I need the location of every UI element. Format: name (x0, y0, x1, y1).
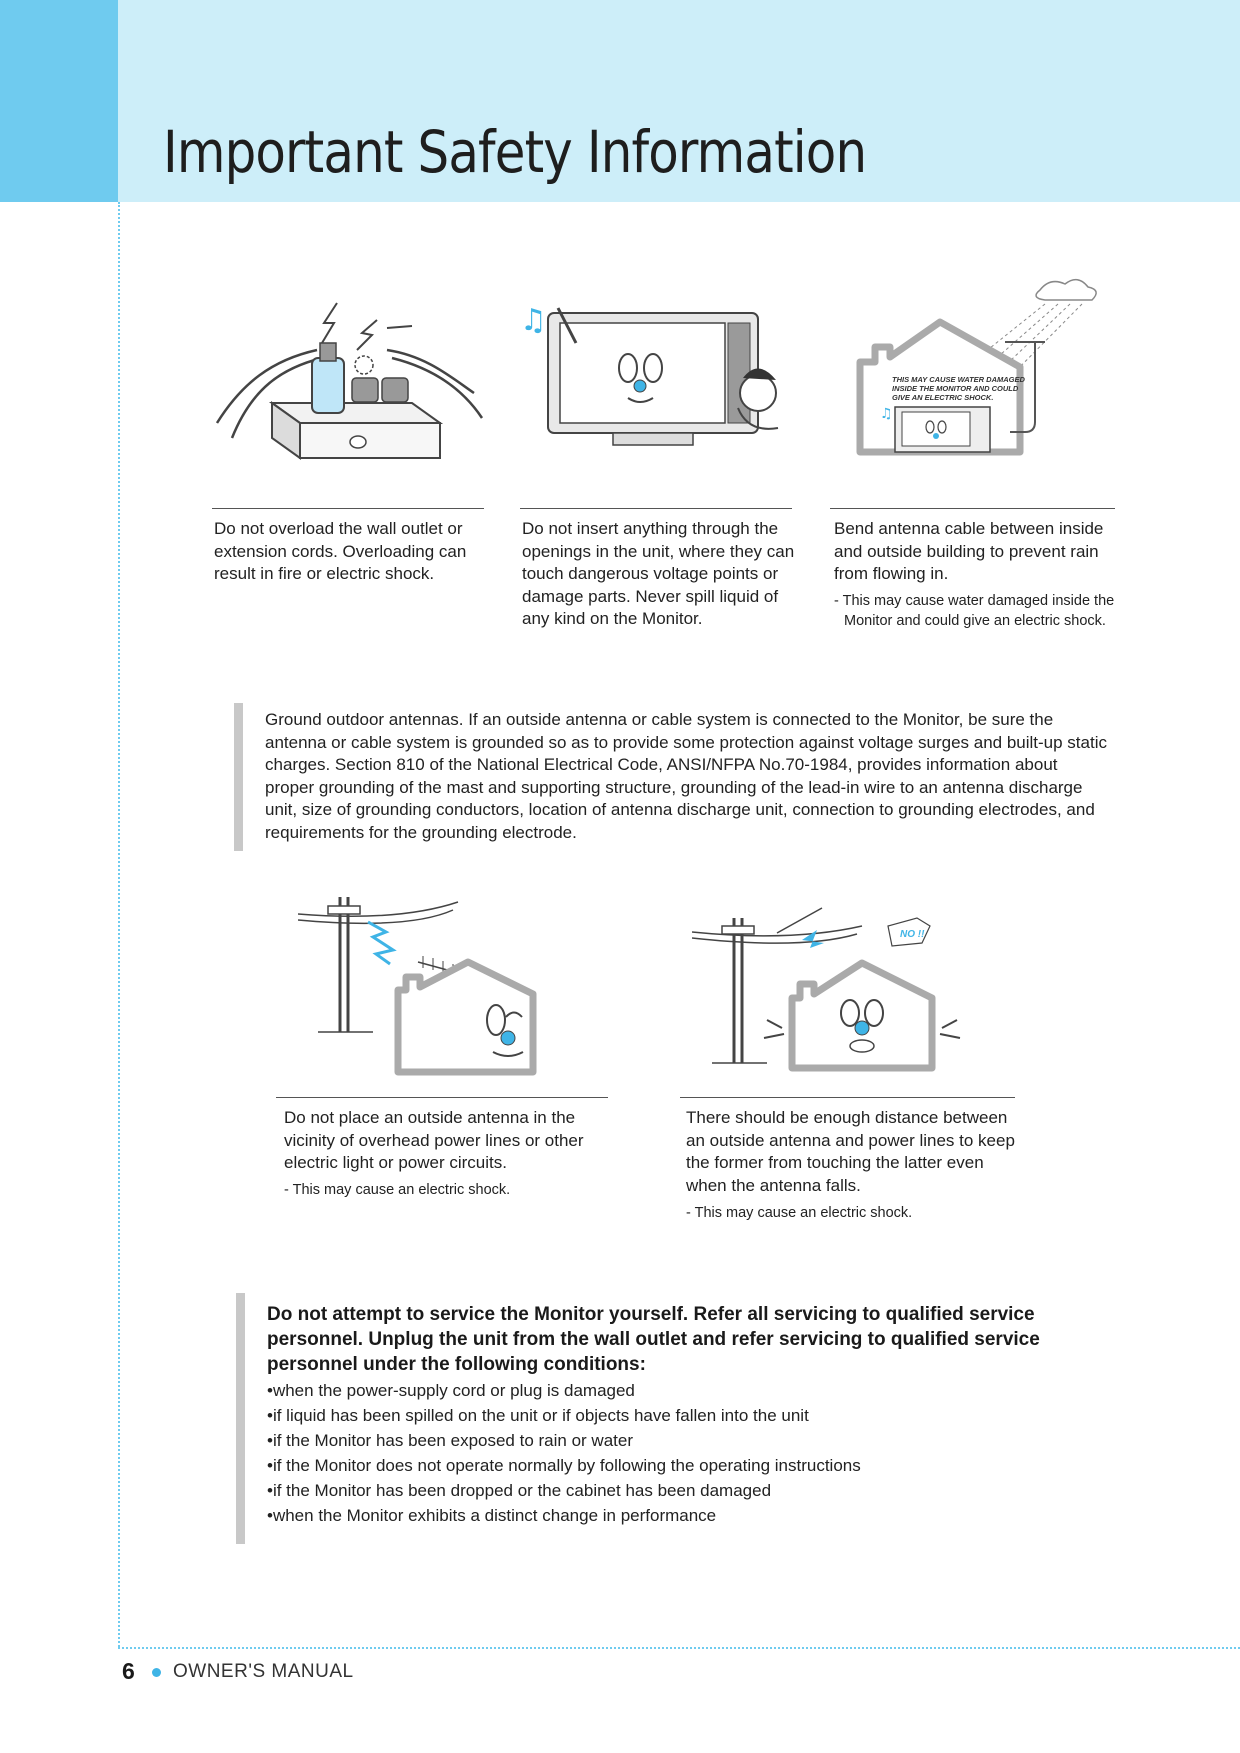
grounding-paragraph: Ground outdoor antennas. If an outside antenna or cable system is connected to the Monitor, be sure the antenna or cable system is grounded so as to provide some protection against voltage surges and built-up static charges. Section 810 of the National Electrical Code, ANSI/NFPA No.70-1984, provides information about proper grounding of the mast and supporting structure, grounding of the lead-in wire to an antenna discharge unit, size of grounding conductors, location of antenna discharge unit, connection to grounding electrodes, and requirements for the grounding electrode. (265, 710, 1107, 842)
list-item: • when the Monitor exhibits a distinct change in performance (267, 1503, 1087, 1528)
page-number: 6 (122, 1658, 135, 1684)
caption-rule (680, 1097, 1015, 1098)
caption-rule (830, 508, 1115, 509)
no-exclaim-label: NO !! (900, 929, 925, 940)
svg-text:INSIDE THE MONITOR AND COULD: INSIDE THE MONITOR AND COULD (892, 384, 1019, 393)
service-heading: Do not attempt to service the Monitor yourself. Refer all servicing to qualified service personnel. Unplug the unit from the wall outlet and refer servicing to qualified service personnel under the following conditions: (267, 1304, 1040, 1375)
svg-text:♫: ♫ (520, 303, 547, 338)
power-line-antenna-caption: Do not place an outside antenna in the vicinity of overhead power lines or other electric light or power circuits. (284, 1108, 584, 1172)
footer-label: OWNER'S MANUAL (173, 1661, 354, 1682)
power-line-antenna-illustration (298, 892, 608, 1077)
power-line-antenna-note: - This may cause an electric shock. (284, 1182, 511, 1198)
svg-text:GIVE AN ELECTRIC SHOCK.: GIVE AN ELECTRIC SHOCK. (892, 393, 994, 402)
antenna-distance-illustration (692, 888, 992, 1078)
service-conditions-list (267, 1378, 1087, 1528)
list-item: • if the Monitor has been exposed to rain or water (267, 1428, 1087, 1453)
overloaded-outlet-illustration (212, 298, 492, 463)
antenna-cable-note: - This may cause water damaged inside the Monitor and could give an electric shock. (834, 593, 1115, 629)
callout-bar (236, 1293, 245, 1544)
caption-rule (212, 508, 484, 509)
left-dotted-rule (118, 202, 120, 1647)
insert-object-caption: Do not insert anything through the openings in the unit, where they can touch dangerous voltage points or damage parts. Never spill liquid of any kind on the Monitor. (522, 519, 795, 628)
page-title: Important Safety Information (163, 118, 867, 186)
svg-text:THIS MAY CAUSE WATER DAMAGED: THIS MAY CAUSE WATER DAMAGED (892, 375, 1025, 384)
list-item: • if the Monitor does not operate normally by following the operating instructions (267, 1453, 1087, 1478)
outlet-overload-caption: Do not overload the wall outlet or extension cords. Overloading can result in fire or electric shock. (214, 519, 467, 583)
monitor-insert-object-illustration (518, 298, 803, 463)
list-item: • when the power-supply cord or plug is damaged (267, 1378, 1087, 1403)
svg-text:♫: ♫ (880, 406, 893, 422)
antenna-distance-caption: There should be enough distance between an outside antenna and power lines to keep the former from touching the latter even when the antenna falls. (686, 1108, 1015, 1195)
antenna-cable-caption: Bend antenna cable between inside and outside building to prevent rain from flowing in. (834, 519, 1104, 583)
antenna-distance-note: - This may cause an electric shock. (686, 1205, 913, 1221)
header-accent-tab (0, 0, 118, 202)
callout-bar (234, 703, 243, 851)
bottom-dotted-rule (118, 1647, 1240, 1649)
footer-bullet-icon (152, 1668, 161, 1677)
list-item: • if liquid has been spilled on the unit or if objects have fallen into the unit (267, 1403, 1087, 1428)
caption-rule (520, 508, 792, 509)
list-item: • if the Monitor has been dropped or the cabinet has been damaged (267, 1478, 1087, 1503)
antenna-cable-house-illustration (830, 272, 1100, 467)
caption-rule (276, 1097, 608, 1098)
